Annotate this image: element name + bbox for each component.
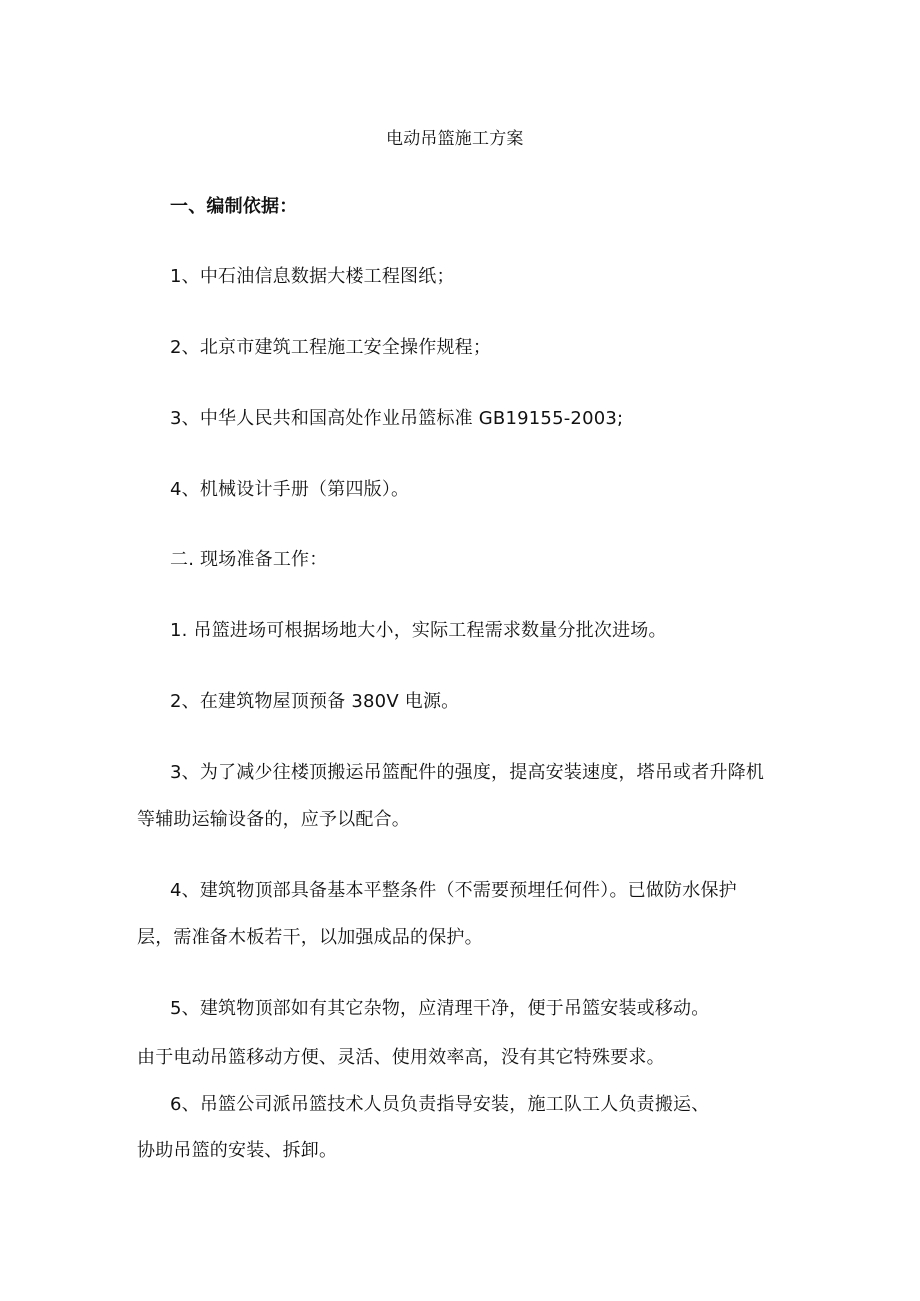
prep-item-6-line-2: 协助吊篮的安装、拆卸。: [137, 1140, 338, 1161]
prep-item-4-line-2: 层，需准备木板若干，以加强成品的保护。: [137, 927, 483, 948]
document-title: 电动吊篮施工方案: [386, 129, 524, 149]
prep-item-3-line-1: 3、为了减少往楼顶搬运吊篮配件的强度，提高安装速度，塔吊或者升降机: [170, 762, 765, 783]
prep-item-1: 1. 吊篮进场可根据场地大小，实际工程需求数量分批次进场。: [170, 620, 667, 641]
prep-item-6-line-1: 6、吊篮公司派吊篮技术人员负责指导安装，施工队工人负责搬运、: [170, 1094, 710, 1115]
basis-item-2: 2、北京市建筑工程施工安全操作规程；: [170, 337, 492, 358]
prep-item-3-line-2: 等辅助运输设备的，应予以配合。: [137, 809, 410, 830]
basis-item-3: 3、中华人民共和国高处作业吊篮标准 GB19155-2003;: [170, 408, 624, 429]
basis-item-4: 4、机械设计手册（第四版）。: [170, 479, 410, 500]
section-heading-basis: 一、编制依据：: [170, 196, 298, 217]
prep-note: 由于电动吊篮移动方便、灵活、使用效率高，没有其它特殊要求。: [137, 1047, 665, 1068]
prep-item-5: 5、建筑物顶部如有其它杂物，应清理干净，便于吊篮安装或移动。: [170, 998, 710, 1019]
prep-item-2: 2、在建筑物屋顶预备 380V 电源。: [170, 691, 460, 712]
section-heading-preparation: 二. 现场准备工作：: [170, 549, 328, 570]
prep-item-4-line-1: 4、建筑物顶部具备基本平整条件（不需要预埋任何件）。已做防水保护: [170, 880, 737, 901]
basis-item-1: 1、中石油信息数据大楼工程图纸；: [170, 266, 455, 287]
